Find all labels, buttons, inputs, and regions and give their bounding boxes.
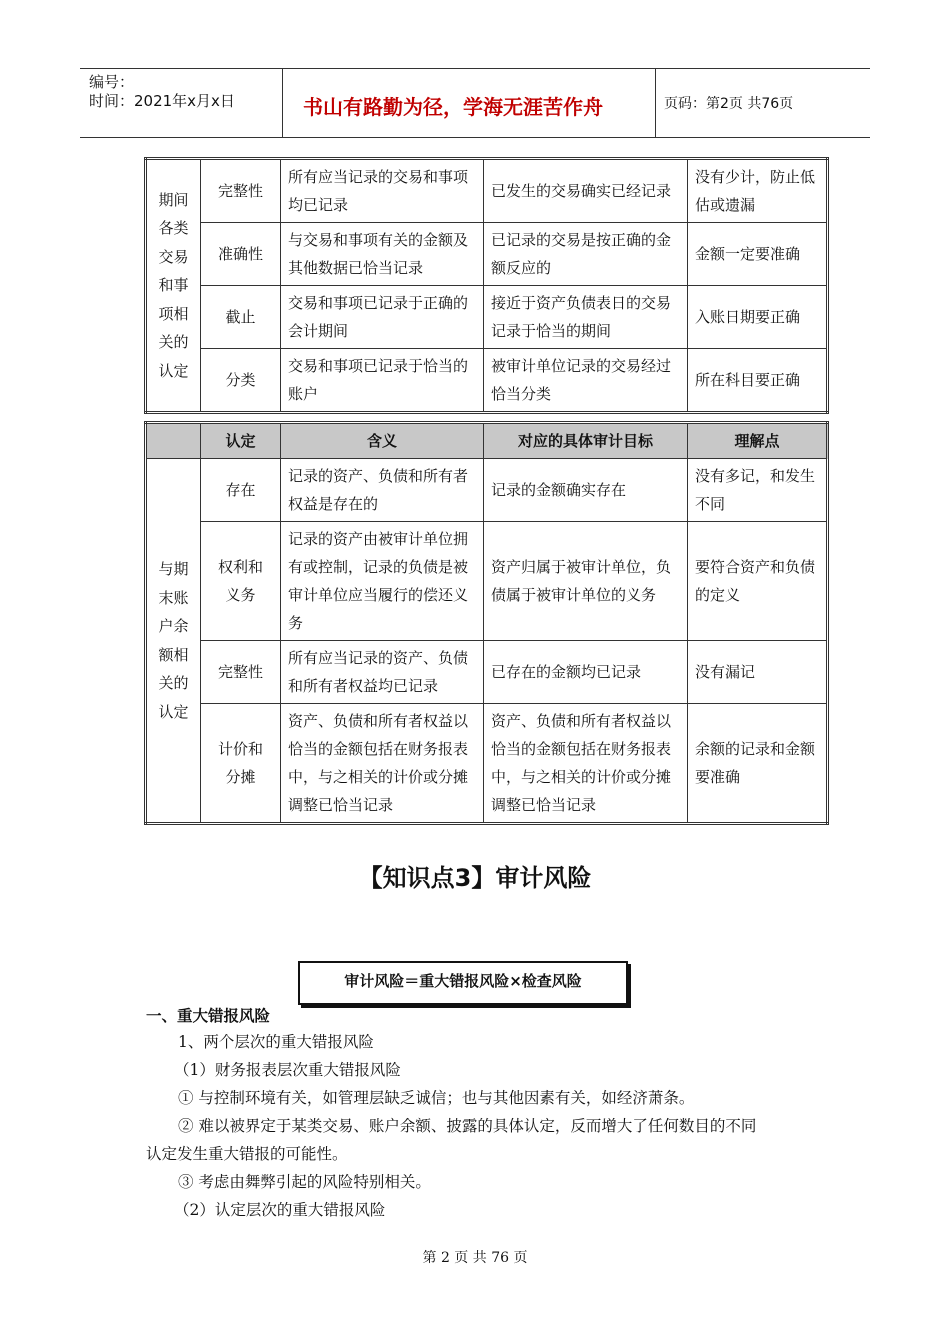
sub-item-fs-level: （1）财务报表层次重大错报风险 xyxy=(174,1061,401,1079)
table-row xyxy=(146,159,828,223)
header-blank xyxy=(146,423,201,459)
group-label-line: 认定 xyxy=(158,361,189,380)
meaning-cell: 交易和事项已记录于恰当的账户 xyxy=(281,349,484,413)
number-label: 编号： xyxy=(89,73,135,91)
objective-cell: 资产、负债和所有者权益以恰当的金额包括在财务报表中，与之相关的计价或分摊调整已恰当记录 xyxy=(484,704,688,824)
item-two-levels: 1、两个层次的重大错报风险 xyxy=(178,1033,374,1051)
table-row xyxy=(146,349,828,413)
header-meaning: 含义 xyxy=(281,423,484,459)
header-objective: 对应的具体审计目标 xyxy=(484,423,688,459)
assertion-cell: 完整性 xyxy=(201,641,281,704)
header-meta xyxy=(80,69,283,137)
understanding-cell: 金额一定要准确 xyxy=(688,223,828,286)
table-row xyxy=(146,459,828,522)
assertion-cell: 完整性 xyxy=(201,159,281,223)
table-header-row xyxy=(146,423,828,459)
point-3: ③ 考虑由舞弊引起的风险特别相关。 xyxy=(178,1173,431,1191)
group-label-line: 额相 xyxy=(158,645,189,664)
section-title: 【知识点3】审计风险 xyxy=(358,864,592,892)
formula-box: 审计风险＝重大错报风险×检查风险 xyxy=(298,961,628,1005)
sub-item-assertion-level: （2）认定层次的重大错报风险 xyxy=(174,1201,386,1219)
group-label-line: 项相 xyxy=(158,304,189,323)
assertions-balances-table xyxy=(144,421,829,825)
assertion-cell: 分类 xyxy=(201,349,281,413)
meaning-cell: 记录的资产、负债和所有者权益是存在的 xyxy=(281,459,484,522)
understanding-cell: 余额的记录和金额要准确 xyxy=(688,704,828,824)
understanding-cell: 没有少计，防止低估或遗漏 xyxy=(688,159,828,223)
understanding-cell: 入账日期要正确 xyxy=(688,286,828,349)
header-motto-cell xyxy=(283,69,656,137)
page-info: 页码：第2页 共76页 xyxy=(664,96,794,112)
assertions-transactions-table xyxy=(144,157,829,414)
understanding-cell: 所在科目要正确 xyxy=(688,349,828,413)
objective-cell: 资产归属于被审计单位，负债属于被审计单位的义务 xyxy=(484,522,688,641)
meaning-cell: 所有应当记录的资产、负债和所有者权益均已记录 xyxy=(281,641,484,704)
understanding-cell: 要符合资产和负债的定义 xyxy=(688,522,828,641)
meaning-cell: 资产、负债和所有者权益以恰当的金额包括在财务报表中，与之相关的计价或分摊调整已恰当记录 xyxy=(281,704,484,824)
header-assertion: 认定 xyxy=(201,423,281,459)
group-label-line: 末账 xyxy=(158,588,189,607)
objective-cell: 已发生的交易确实已经记录 xyxy=(484,159,688,223)
motto: 书山有路勤为径，学海无涯苦作舟 xyxy=(303,95,603,119)
understanding-cell: 没有漏记 xyxy=(688,641,828,704)
group-label-line: 关的 xyxy=(158,333,189,352)
point-1: ① 与控制环境有关，如管理层缺乏诚信；也与其他因素有关，如经济萧条。 xyxy=(178,1089,695,1107)
table-row xyxy=(146,286,828,349)
header-page-cell xyxy=(656,69,870,137)
assertion-cell: 截止 xyxy=(201,286,281,349)
objective-cell: 已存在的金额均已记录 xyxy=(484,641,688,704)
objective-cell: 记录的金额确实存在 xyxy=(484,459,688,522)
table-row xyxy=(146,522,828,641)
group-label-line: 期间 xyxy=(158,190,189,209)
assertion-cell: 权利和 义务 xyxy=(201,522,281,641)
heading-material-misstatement: 一、重大错报风险 xyxy=(146,1007,271,1025)
group-label-line: 各类 xyxy=(158,219,189,238)
point-2-continued: 认定发生重大错报的可能性。 xyxy=(146,1145,348,1163)
group-label-line: 和事 xyxy=(158,276,189,295)
time-label: 时间：2021年x月x日 xyxy=(89,92,235,110)
table-row xyxy=(146,704,828,824)
table-row xyxy=(146,223,828,286)
group-label-line: 户余 xyxy=(158,617,189,635)
group-label xyxy=(146,459,201,824)
meaning-cell: 所有应当记录的交易和事项均已记录 xyxy=(281,159,484,223)
assertion-cell: 准确性 xyxy=(201,223,281,286)
group-label-line: 关的 xyxy=(158,674,189,692)
group-label-line: 认定 xyxy=(158,702,189,721)
meaning-cell: 记录的资产由被审计单位拥有或控制，记录的负债是被审计单位应当履行的偿还义务 xyxy=(281,522,484,641)
meaning-cell: 交易和事项已记录于正确的会计期间 xyxy=(281,286,484,349)
meaning-cell: 与交易和事项有关的金额及其他数据已恰当记录 xyxy=(281,223,484,286)
objective-cell: 接近于资产负债表日的交易记录于恰当的期间 xyxy=(484,286,688,349)
assertion-cell: 存在 xyxy=(201,459,281,522)
understanding-cell: 没有多记，和发生不同 xyxy=(688,459,828,522)
group-label-line: 与期 xyxy=(158,560,189,578)
table-row xyxy=(146,641,828,704)
objective-cell: 被审计单位记录的交易经过恰当分类 xyxy=(484,349,688,413)
group-label-line: 交易 xyxy=(158,247,189,266)
objective-cell: 已记录的交易是按正确的金额反应的 xyxy=(484,223,688,286)
group-label xyxy=(146,159,201,413)
header-understanding: 理解点 xyxy=(688,423,828,459)
point-2: ② 难以被界定于某类交易、账户余额、披露的具体认定，反而增大了任何数目的不同 xyxy=(178,1117,757,1135)
assertion-cell: 计价和 分摊 xyxy=(201,704,281,824)
page-header xyxy=(80,68,870,138)
page-footer: 第 2 页 共 76 页 xyxy=(422,1250,528,1266)
